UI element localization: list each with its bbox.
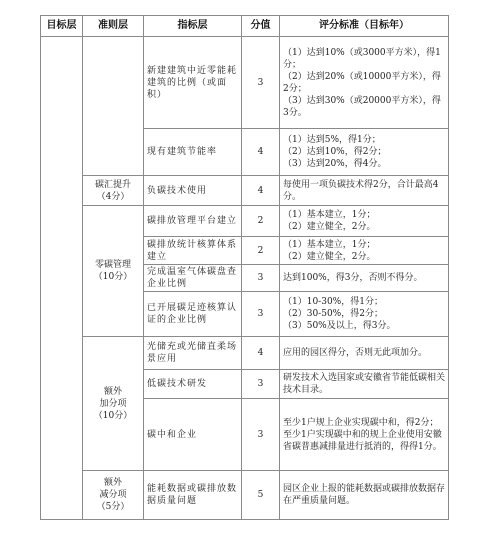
- criterion-cell: 额外 加分项 （10分）: [83, 337, 144, 471]
- standard-line: （2）建立健全，2分。: [283, 222, 376, 232]
- score-cell: 3: [242, 399, 280, 471]
- standard-line: （1）基本建立，1分；: [283, 210, 376, 220]
- score-cell: 3: [242, 265, 280, 292]
- standard-line: （2）建立健全，2分。: [283, 251, 376, 262]
- table-row: [41, 471, 449, 520]
- standard-cell: [280, 237, 449, 265]
- score-cell: 3: [242, 370, 280, 399]
- standard-line: （2）达到10%，得2分；: [283, 147, 387, 157]
- standard-cell: [280, 265, 449, 292]
- standard-line: （3）达到30%（或20000平方米），得3分。: [283, 95, 441, 118]
- scoring-table: [40, 15, 449, 520]
- header-standard: 评分标准（目标年）: [280, 16, 449, 37]
- score-cell: 4: [242, 176, 280, 206]
- indicator-cell: 碳排放统计核算体系建立: [144, 237, 242, 265]
- standard-cell: [280, 399, 449, 471]
- standard-line: 至少1户规上企业实现碳中和，得2分；: [283, 417, 439, 428]
- indicator-cell: 碳中和企业: [144, 399, 242, 471]
- standard-cell: [280, 206, 449, 237]
- standard-line: （1）基本建立，1分；: [283, 239, 376, 250]
- indicator-cell: 新建建筑中近零能耗建筑的比例（或面积）: [144, 37, 242, 129]
- score-cell: 3: [242, 37, 280, 129]
- standard-line: （1）达到10%（或3000平方米），得1分；: [283, 47, 441, 70]
- header-target: 目标层: [41, 16, 83, 37]
- standard-cell: [280, 129, 449, 176]
- standard-line: 园区企业上报的能耗数据或碳排放数据存在严重质量问题。: [283, 484, 446, 506]
- score-cell: 5: [242, 471, 280, 520]
- indicator-cell: 碳排放管理平台建立: [144, 206, 242, 237]
- header-criterion: 准则层: [83, 16, 144, 37]
- indicator-cell: 已开展碳足迹核算认证的企业比例: [144, 292, 242, 337]
- score-cell: 3: [242, 292, 280, 337]
- criterion-cell: 额外 减分项 （5分）: [83, 471, 144, 520]
- header-row: [41, 16, 449, 37]
- standard-line: （3）50%及以上，得3分。: [283, 321, 396, 331]
- standard-cell: [280, 37, 449, 129]
- indicator-cell: 能耗数据或碳排放数据质量问题: [144, 471, 242, 520]
- standard-line: 达到100%，得3分，否则不得分。: [283, 273, 423, 283]
- standard-line: （1）达到5%，得1分；: [283, 135, 381, 145]
- indicator-cell: 现有建筑节能率: [144, 129, 242, 176]
- header-score: 分值: [242, 16, 280, 37]
- table-row: [41, 176, 449, 206]
- standard-line: 应用的园区得分，否则无此项加分。: [283, 348, 428, 358]
- score-cell: 4: [242, 337, 280, 370]
- standard-line: 至少1户实现碳中和的规上企业使用安徽省碳普惠减排量进行抵消的，得得1分。: [283, 429, 442, 452]
- standard-cell: [280, 471, 449, 520]
- indicator-cell: 低碳技术研发: [144, 370, 242, 399]
- table-row: [41, 37, 449, 129]
- target-cell: [41, 37, 83, 520]
- table-row: [41, 206, 449, 237]
- table-row: [41, 337, 449, 370]
- standard-cell: [280, 370, 449, 399]
- standard-cell: [280, 292, 449, 337]
- standard-line: 研发技术入选国家或安徽省节能低碳相关技术目录。: [283, 373, 446, 395]
- standard-line: （3）达到20%，得4分。: [283, 159, 387, 169]
- score-cell: 2: [242, 237, 280, 265]
- standard-line: （2）30-50%，得2分；: [283, 309, 383, 319]
- criterion-cell: [83, 37, 144, 176]
- standard-line: （1）10-30%，得1分；: [283, 297, 383, 307]
- standard-line: 每使用一项负碳技术得2分，合计最高4分。: [283, 179, 439, 202]
- indicator-cell: 光储充或光储直柔场景应用: [144, 337, 242, 370]
- indicator-cell: 完成温室气体碳盘查企业比例: [144, 265, 242, 292]
- criterion-cell: 碳汇提升 （4分）: [83, 176, 144, 206]
- standard-cell: [280, 337, 449, 370]
- standard-cell: [280, 176, 449, 206]
- indicator-cell: 负碳技术使用: [144, 176, 242, 206]
- standard-line: （2）达到20%（或10000平方米），得2分；: [283, 71, 441, 94]
- header-indicator: 指标层: [144, 16, 242, 37]
- criterion-cell: 零碳管理 （10分）: [83, 206, 144, 337]
- score-cell: 4: [242, 129, 280, 176]
- score-cell: 2: [242, 206, 280, 237]
